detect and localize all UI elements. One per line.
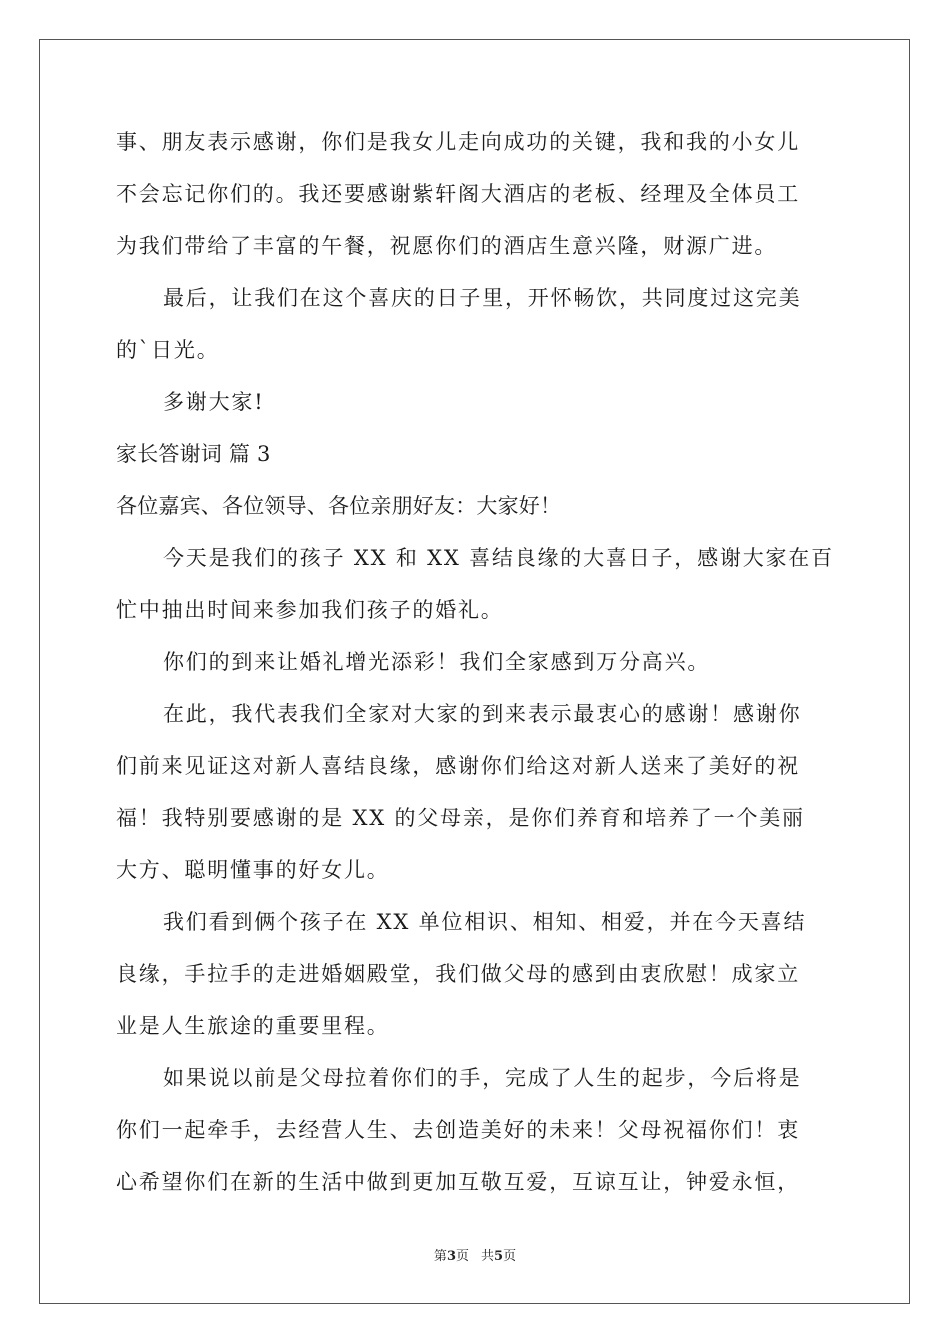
page-footer xyxy=(0,1249,950,1265)
body-line-10: 忙中抽出时间来参加我们孩子的婚礼。 xyxy=(116,598,504,622)
body-line-14: 福！我特别要感谢的是 XX 的父母亲，是你们养育和培养了一个美丽 xyxy=(116,806,805,830)
page-number: 3 xyxy=(446,1249,456,1264)
body-line-19: 如果说以前是父母拉着你们的手，完成了人生的起步，今后将是 xyxy=(163,1066,802,1090)
body-line-4: 最后，让我们在这个喜庆的日子里，开怀畅饮，共同度过这完美 xyxy=(163,286,802,310)
page-number-indicator xyxy=(434,1249,469,1264)
body-line-1: 事、朋友表示感谢，你们是我女儿走向成功的关键，我和我的小女儿 xyxy=(116,130,800,154)
body-line-15: 大方、聪明懂事的好女儿。 xyxy=(116,858,390,882)
body-line-3: 为我们带给了丰富的午餐，祝愿你们的酒店生意兴隆，财源广进。 xyxy=(116,234,778,258)
body-line-20: 你们一起牵手，去经营人生、去创造美好的未来！父母祝福你们！衷 xyxy=(116,1118,800,1142)
body-line-18: 业是人生旅途的重要里程。 xyxy=(116,1014,390,1038)
body-line-9: 今天是我们的孩子 XX 和 XX 喜结良缘的大喜日子，感谢大家在百 xyxy=(163,546,834,570)
body-line-21: 心希望你们在新的生活中做到更加互敬互爱，互谅互让，钟爱永恒， xyxy=(116,1170,800,1194)
body-line-12: 在此，我代表我们全家对大家的到来表示最衷心的感谢！感谢你 xyxy=(163,702,802,726)
body-line-6: 多谢大家! xyxy=(163,390,265,414)
body-line-11: 你们的到来让婚礼增光添彩！我们全家感到万分高兴。 xyxy=(163,650,711,674)
body-line-17: 良缘，手拉手的走进婚姻殿堂，我们做父母的感到由衷欣慰！成家立 xyxy=(116,962,800,986)
salutation-line: 各位嘉宾、各位领导、各位亲朋好友：大家好！ xyxy=(116,494,562,518)
total-suffix: 页 xyxy=(503,1249,517,1264)
section-heading: 家长答谢词 篇 3 xyxy=(116,442,271,466)
page-suffix: 页 xyxy=(455,1249,469,1264)
body-line-16: 我们看到俩个孩子在 XX 单位相识、相知、相爱，并在今天喜结 xyxy=(163,910,807,934)
document-body xyxy=(116,129,836,1221)
total-pages: 5 xyxy=(494,1249,504,1264)
body-line-5: 的`日光。 xyxy=(116,338,220,362)
body-line-13: 们前来见证这对新人喜结良缘，感谢你们给这对新人送来了美好的祝 xyxy=(116,754,800,778)
total-prefix: 共 xyxy=(481,1249,495,1264)
page-prefix: 第 xyxy=(433,1249,447,1264)
total-pages-indicator xyxy=(481,1249,516,1264)
body-line-2: 不会忘记你们的。我还要感谢紫轩阁大酒店的老板、经理及全体员工 xyxy=(116,182,800,206)
